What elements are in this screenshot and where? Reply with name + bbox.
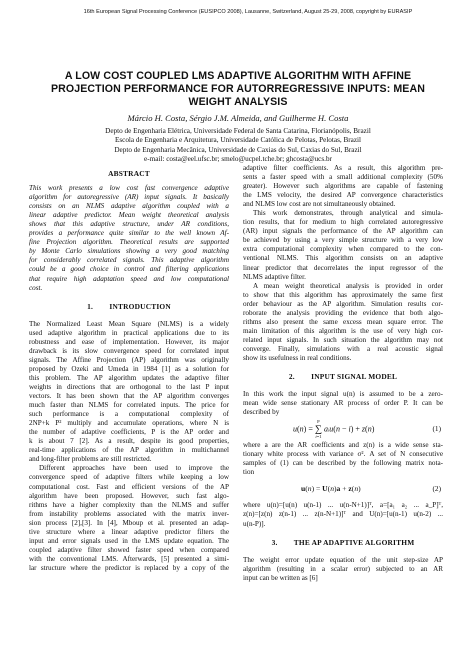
text-line: tive structure where a linear adaptive predictor filters the bbox=[29, 527, 229, 536]
intro-para-3 bbox=[243, 209, 443, 281]
text-line: coupled adaptive filter showed faster speed when compared bbox=[29, 545, 229, 554]
equation-2-explanation bbox=[243, 501, 443, 528]
text-line: input and error signals used in the LMS update equation. The bbox=[29, 536, 229, 545]
text-line: computational cost. Fast and efficient versions of the AP bbox=[29, 482, 229, 491]
text-line: The Normalized Least Mean Square (NLMS) is a widely bbox=[29, 319, 229, 328]
equation-2-number: (2) bbox=[432, 484, 441, 494]
text-line: 2NP+k P² multiply and accumulate operations, where N is bbox=[29, 419, 229, 428]
text-line: linear predictor that decorrelates the input regressor of the bbox=[243, 263, 443, 272]
abstract-line: consists on an NLMS adaptive algorithm coupled with a bbox=[29, 202, 229, 211]
text-line: rithms have a higher complexity than the NLMS and suffer bbox=[29, 500, 229, 509]
abstract-line: for considerably correlated signals. This adaptive algorithm bbox=[29, 256, 229, 265]
conference-header: 16th European Signal Processing Conference (EUSIPCO 2008), Lausanne, Switzerland, August 25-29, 2008, copyright by EURASIP bbox=[83, 9, 413, 15]
equation-1-number: (1) bbox=[432, 424, 441, 434]
authors: Márcio H. Costa, Sérgio J.M. Almeida, and Guilherme H. Costa bbox=[127, 113, 349, 123]
text-line: u(n-P)]. bbox=[243, 519, 266, 528]
left-column bbox=[29, 169, 229, 573]
text-line: A mean weight theoretical analysis is provided in order bbox=[253, 281, 443, 290]
introduction-para-1 bbox=[29, 320, 229, 465]
intro-continuation bbox=[243, 164, 443, 209]
text-line: The weight error update equation of the unit step-size AP bbox=[243, 555, 443, 564]
section-2-heading: 2. INPUT SIGNAL MODEL bbox=[288, 372, 398, 382]
equation-2 bbox=[243, 483, 443, 495]
abstract-line: algorithm for autoregressive (AR) input signals. It basically bbox=[29, 193, 229, 202]
introduction-para-2 bbox=[29, 464, 229, 573]
equation-1-body: u(n) = P ∑ i=1 aiu(n − i) + z(n) bbox=[293, 419, 375, 440]
text-line: converge. Finally, simulations with a real acoustic signal bbox=[243, 344, 443, 353]
abstract-line: by Monte Carlo simulations showing a very good matching bbox=[29, 247, 229, 256]
title-line: A LOW COST COUPLED LMS ADAPTIVE ALGORITHM WITH AFFINE bbox=[64, 70, 412, 82]
text-line: k is about 7 [2]. As a result, despite its good properties, bbox=[29, 437, 229, 446]
text-line: extra computational complexity when compared to the con- bbox=[243, 245, 443, 254]
right-column bbox=[243, 164, 443, 583]
text-line: real-time applications of the AP algorithm in multichannel bbox=[29, 446, 229, 455]
text-line: NLMS adaptive filter. bbox=[243, 272, 306, 281]
text-line: tion bbox=[243, 468, 255, 477]
text-line: be achieved by using a very simple structure with a very low bbox=[243, 236, 443, 245]
text-line: In this work the input signal u(n) is assumed to be a zero- bbox=[243, 390, 443, 399]
equation-1 bbox=[243, 417, 443, 441]
abstract-line: linear adaptive predictor. Mean weight theoretical analysis bbox=[29, 211, 229, 220]
abstract-body bbox=[29, 184, 229, 293]
abstract-line: that require high adaptation speed and low computational bbox=[29, 274, 229, 283]
text-line: Different approaches have been used to improve the bbox=[39, 464, 229, 473]
text-line: vectors. It has been shown that the AP algorithm converges bbox=[29, 392, 229, 401]
affiliation-line: Depto de Engenharia Mecânica, Universidade de Caxias do Sul, Caxias do Sul, Brazil bbox=[114, 145, 362, 154]
intro-para-4 bbox=[243, 282, 443, 363]
text-line: This work demonstrates, through analytical and simula- bbox=[253, 209, 443, 218]
text-line: lar structure where the predictor is replaced by a copy of the bbox=[29, 563, 229, 572]
text-line: sents a faster speed with a small additional complexity (50% bbox=[243, 173, 443, 182]
text-line: described by bbox=[243, 408, 280, 417]
text-line: (AR) input signals the performance of the AP algorithm can bbox=[243, 227, 443, 236]
text-line: proposed by Ozeki and Umeda in 1984 [1] as a solution for bbox=[29, 364, 229, 373]
affiliation-line: Escola de Engenharia e Arquitetura, Universidade Católica de Pelotas, Pelotas, Brazil bbox=[114, 136, 362, 145]
text-line: where a are the AR coefficients and z(n) is a wide sense sta- bbox=[243, 441, 443, 450]
title-line: PROJECTION PERFORMANCE FOR AUTORREGRESSIVE INPUTS: MEAN bbox=[51, 83, 425, 96]
equation-1-explanation bbox=[243, 441, 443, 477]
text-line: tionary white process with variance σ². A set of N consecutive bbox=[243, 450, 443, 459]
affiliations bbox=[40, 127, 436, 165]
text-line: samples of (1) can be described by the following matrix nota- bbox=[243, 459, 443, 468]
text-line: greater). However such algorithms are capable of fastening bbox=[243, 182, 443, 191]
email-line: e-mail: costa@eel.ufsc.br; smelo@ucpel.tche.br; ghcosta@ucs.br bbox=[144, 155, 332, 164]
text-line: this problem. The AP algorithm updates the adaptive filter bbox=[29, 373, 229, 382]
section-3-text bbox=[243, 556, 443, 583]
title-line: WEIGHT ANALYSIS bbox=[188, 96, 288, 109]
text-line: signals. The Affine Projection (AP) algorithm was originally bbox=[29, 355, 229, 364]
text-line: much faster than NLMS for correlated inputs. The price for bbox=[29, 401, 229, 410]
text-line: robustness and ease of implementation. However, its major bbox=[29, 337, 229, 346]
section-2-text bbox=[243, 390, 443, 417]
text-line: roborate the analysis providing the evidence that both algo- bbox=[243, 308, 443, 317]
text-line: algorithm have been proposed. However, such fast algo- bbox=[29, 491, 229, 500]
abstract-line: shows that this adaptive structure, under AR conditions, bbox=[29, 220, 229, 229]
text-line: from instability problems associated with the matrix inver- bbox=[29, 509, 229, 518]
text-line: the number of adaptive coefficients, P is the AP order and bbox=[29, 428, 229, 437]
text-line: z(n)=[z(n) z(n-1) ... z(n-N+1)]ᵀ and U(n)=[u(n-1) u(n-2) ... bbox=[243, 510, 443, 519]
text-line: where u(n)=[u(n) u(n-1) ... u(n-N+1)]ᵀ, a=[a₁ a₂ ... a_P]ᵀ, bbox=[243, 501, 443, 510]
abstract-line: This work presents a low cost fast convergence adaptive bbox=[29, 184, 229, 193]
text-line: order behaviour as the AP algorithm. Simulation results cor- bbox=[243, 299, 443, 308]
abstract-line: provides a performance quite similar to the well known Af- bbox=[29, 229, 229, 238]
text-line: sion process [2],[3]. In [4], Mboup et al. presented an adap- bbox=[29, 518, 229, 527]
affiliation-line: Depto de Engenharia Elétrica, Universidade Federal de Santa Catarina, Florianópolis, Brazil bbox=[105, 127, 371, 135]
text-line: to show that this algorithm has approximately the same first bbox=[243, 290, 443, 299]
text-line: convergence speed of adaptive filters while keeping a low bbox=[29, 473, 229, 482]
text-line: drawback is its slow convergence speed for correlated input bbox=[29, 346, 229, 355]
text-line: used adaptive algorithm in practical applications due to its bbox=[29, 328, 229, 337]
text-line: the LMS velocity, the desired AP convergence characteristics bbox=[243, 191, 443, 200]
text-line: input can be written as [6] bbox=[243, 573, 318, 582]
text-line: tion results, that for medium to high correlated autoregressive bbox=[243, 218, 443, 227]
text-line: ventional NLMS. This algorithm consists on an adaptive bbox=[243, 254, 443, 263]
text-line: main limitation of this algorithm is the use of very high cor- bbox=[243, 326, 443, 335]
text-line: such performance is a computational complexity of bbox=[29, 410, 229, 419]
paper-title bbox=[40, 70, 436, 110]
section-3-heading: 3. THE AP ADAPTIVE ALGORITHM bbox=[271, 537, 415, 547]
abstract-line: fine Projection algorithm. Theoretical results are supported bbox=[29, 238, 229, 247]
text-line: and long-filter problems are still restricted. bbox=[29, 455, 152, 464]
text-line: weights in directions that are orthogonal to the last P input bbox=[29, 382, 229, 391]
abstract-line: cost. bbox=[29, 283, 43, 292]
introduction-heading: 1. INTRODUCTION bbox=[87, 301, 171, 311]
text-line: mean wide sense stationary AR process of order P. It can be bbox=[243, 399, 443, 408]
abstract-line: could be a good choice in control and filtering applications bbox=[29, 265, 229, 274]
text-line: rithms also present the same excess mean square error. The bbox=[243, 317, 443, 326]
text-line: adaptive filter coefficients. As a result, this algorithm pre- bbox=[243, 164, 443, 172]
text-line: with the conventional LMS. Afterwards, [5] presented a simi- bbox=[29, 554, 229, 563]
text-line: related input signals. In such situation the algorithm may not bbox=[243, 335, 443, 344]
text-line: algorithm (resulting in a scalar error) subjected to an AR bbox=[243, 564, 443, 573]
abstract-heading: ABSTRACT bbox=[108, 169, 150, 178]
text-line: show its usefulness in real conditions. bbox=[243, 353, 352, 362]
text-line: and NLMS low cost are not simultaneously obtained. bbox=[243, 200, 396, 209]
equation-2-body: u(n) = U(n)a + z(n) bbox=[301, 484, 361, 494]
